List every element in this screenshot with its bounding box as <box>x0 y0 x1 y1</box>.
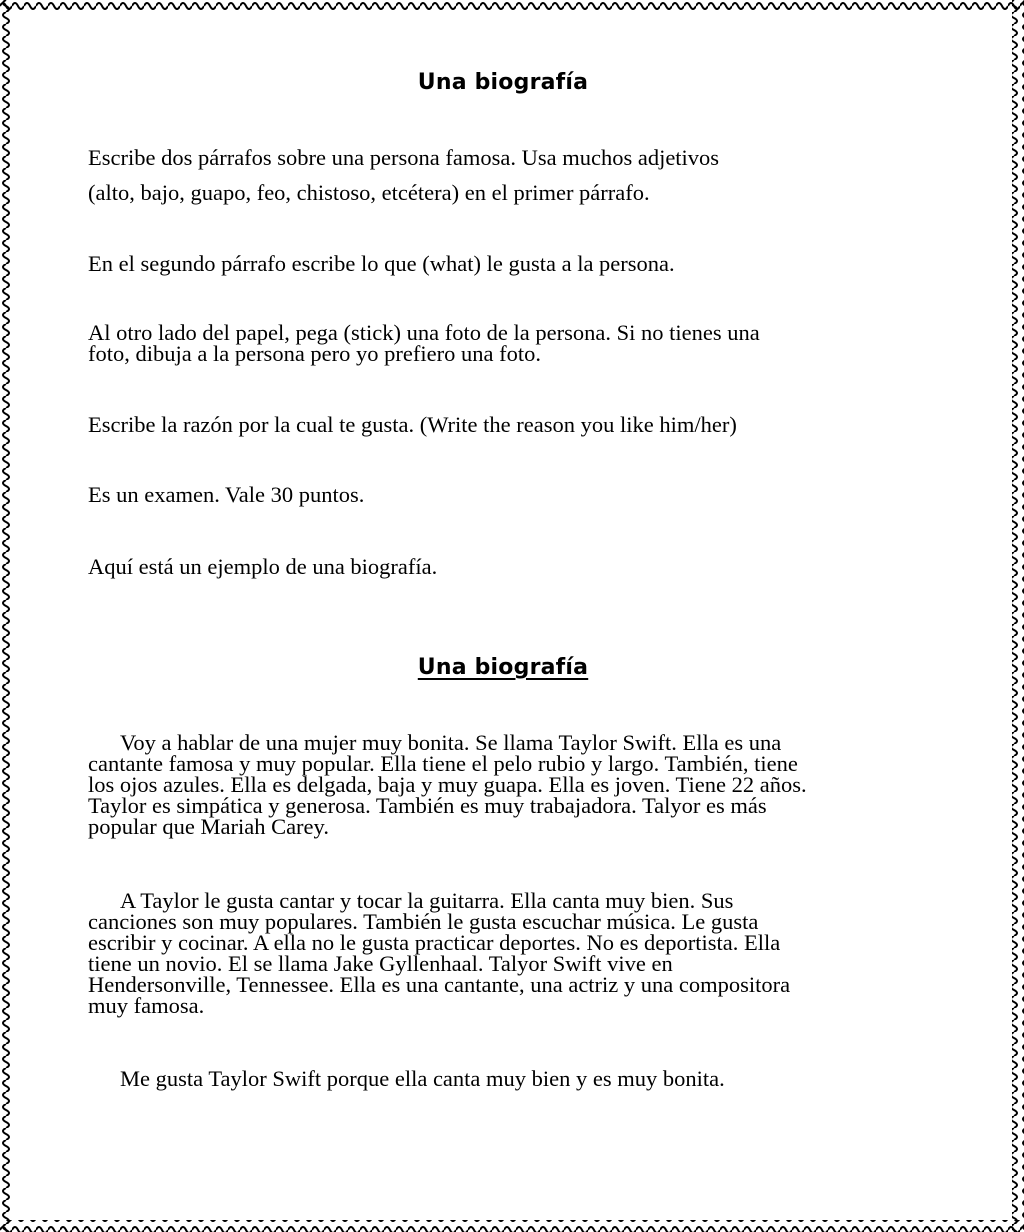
page-title: Una biografía <box>417 70 589 95</box>
paragraph-line: canciones son muy populares. También le gusta escuchar música. Le gusta <box>88 909 759 934</box>
paragraph-line: escribir y cocinar. A ella no le gusta practicar deportes. No es deportista. Ella <box>88 930 781 955</box>
example-title <box>88 655 918 680</box>
instruction-3-line-2: foto, dibuja a la persona pero yo prefiero una foto. <box>88 341 541 366</box>
paragraph-line: Taylor es simpática y generosa. También es muy trabajadora. Talyor es más <box>88 793 767 818</box>
instruction-3 <box>88 322 928 364</box>
paragraph-line: Me gusta Taylor Swift porque ella canta muy bien y es muy bonita. <box>120 1066 725 1091</box>
paragraph-line: tiene un novio. El se llama Jake Gyllenhaal. Talyor Swift vive en <box>88 951 673 976</box>
paragraph-line: cantante famosa y muy popular. Ella tiene el pelo rubio y largo. También, tiene <box>88 751 798 776</box>
instruction-5: Es un examen. Vale 30 puntos. <box>88 482 365 507</box>
paragraph-line: A Taylor le gusta cantar y tocar la guitarra. Ella canta muy bien. Sus <box>120 888 734 913</box>
instruction-6: Aquí está un ejemplo de una biografía. <box>88 554 438 579</box>
instruction-2: En el segundo párrafo escribe lo que (what) le gusta a la persona. <box>88 251 675 276</box>
paragraph-line: los ojos azules. Ella es delgada, baja y muy guapa. Ella es joven. Tiene 22 años. <box>88 772 807 797</box>
example-paragraph-2 <box>88 890 928 1016</box>
example-title-text: Una biografía <box>417 655 589 680</box>
instruction-1 <box>88 140 928 210</box>
instruction-4: Escribe la razón por la cual te gusta. (Write the reason you like him/her) <box>88 412 737 437</box>
instruction-3-line-1: Al otro lado del papel, pega (stick) una foto de la persona. Si no tienes una <box>88 320 760 345</box>
example-paragraph-1 <box>88 732 928 837</box>
example-paragraph-3 <box>88 1068 928 1089</box>
instruction-1-line-1: Escribe dos párrafos sobre una persona famosa. Usa muchos adjetivos <box>88 145 720 170</box>
instruction-1-line-2: (alto, bajo, guapo, feo, chistoso, etcétera) en el primer párrafo. <box>88 180 650 205</box>
paragraph-line: Voy a hablar de una mujer muy bonita. Se llama Taylor Swift. Ella es una <box>120 730 782 755</box>
paragraph-line: popular que Mariah Carey. <box>88 814 329 839</box>
paragraph-line: muy famosa. <box>88 993 205 1018</box>
paragraph-line: Hendersonville, Tennessee. Ella es una cantante, una actriz y una compositora <box>88 972 791 997</box>
